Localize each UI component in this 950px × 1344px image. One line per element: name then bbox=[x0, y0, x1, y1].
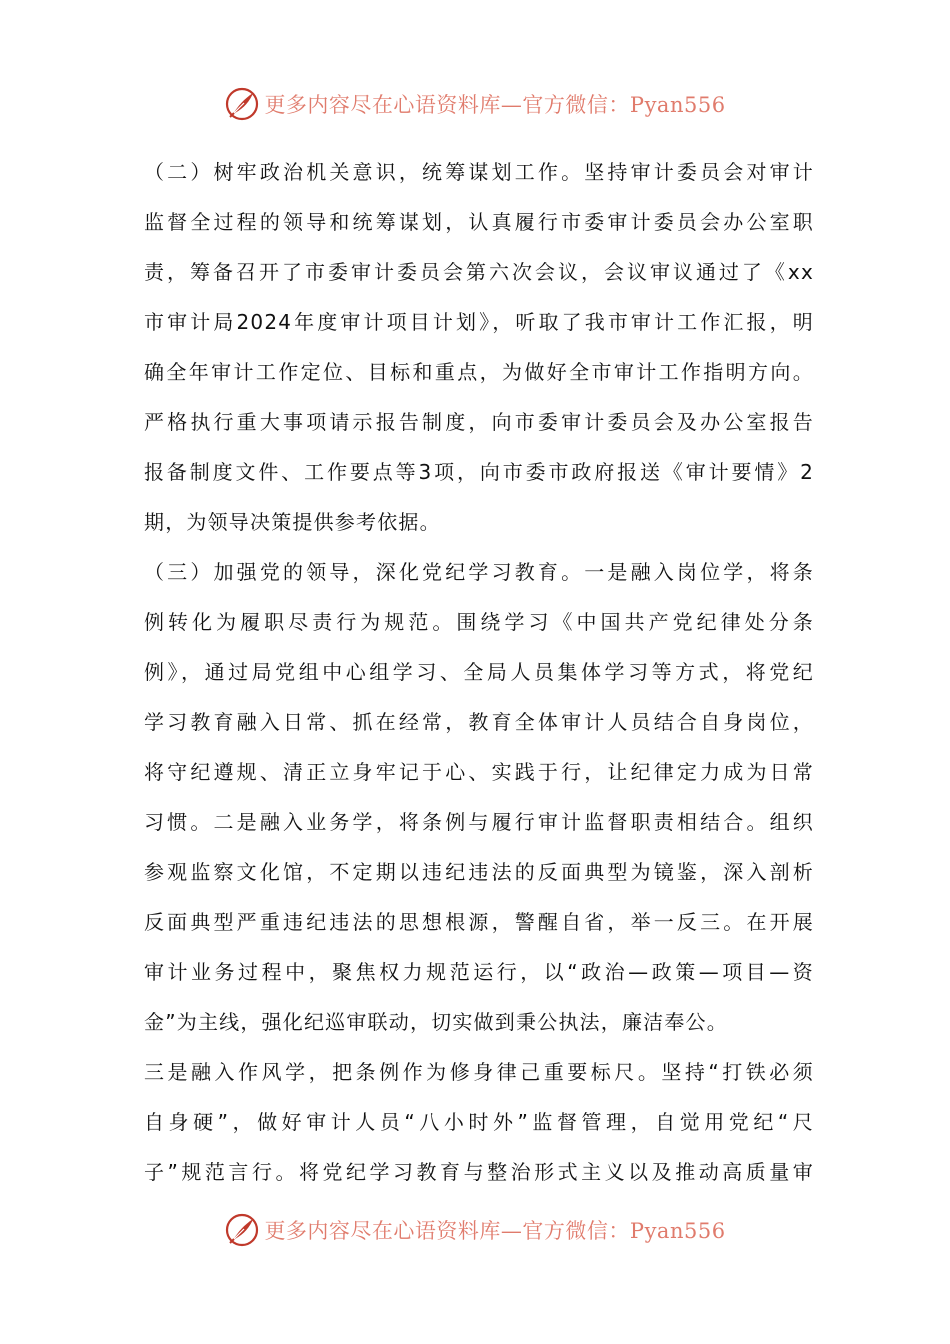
text-line: 金”为主线，强化纪巡审联动，切实做到秉公执法，廉洁奉公。 bbox=[144, 1010, 728, 1034]
text-line: 报备制度文件、工作要点等3项，向市委市政府报送《审计要情》2 bbox=[144, 460, 814, 484]
text-line: 严格执行重大事项请示报告制度，向市委审计委员会及办公室报告 bbox=[144, 410, 814, 434]
feather-pen-logo-icon bbox=[224, 86, 260, 122]
text-line: 期，为领导决策提供参考依据。 bbox=[144, 510, 441, 534]
watermark-text: 更多内容尽在心语资料库—官方微信：Pyan556 bbox=[264, 1219, 726, 1243]
watermark-header bbox=[0, 82, 950, 126]
text-line: 将守纪遵规、清正立身牢记于心、实践于行，让纪律定力成为日常 bbox=[144, 760, 814, 784]
text-line: 习惯。二是融入业务学，将条例与履行审计监督职责相结合。组织 bbox=[144, 810, 814, 834]
text-line: （二）树牢政治机关意识，统筹谋划工作。坚持审计委员会对审计 bbox=[144, 160, 814, 184]
watermark-text: 更多内容尽在心语资料库—官方微信：Pyan556 bbox=[264, 93, 726, 117]
text-line: 审计业务过程中，聚焦权力规范运行，以“政治—政策—项目—资 bbox=[144, 960, 814, 984]
text-line: 子”规范言行。将党纪学习教育与整治形式主义以及推动高质量审 bbox=[144, 1160, 814, 1184]
text-line: 自身硬”，做好审计人员“八小时外”监督管理，自觉用党纪“尺 bbox=[144, 1110, 814, 1134]
text-line: 反面典型严重违纪违法的思想根源，警醒自省，举一反三。在开展 bbox=[144, 910, 814, 934]
text-line: 参观监察文化馆，不定期以违纪违法的反面典型为镜鉴，深入剖析 bbox=[144, 860, 814, 884]
text-line: 确全年审计工作定位、目标和重点，为做好全市审计工作指明方向。 bbox=[144, 360, 814, 384]
text-line: 三是融入作风学，把条例作为修身律己重要标尺。坚持“打铁必须 bbox=[144, 1060, 814, 1084]
text-line: 监督全过程的领导和统筹谋划，认真履行市委审计委员会办公室职 bbox=[144, 210, 814, 234]
text-line: （三）加强党的领导，深化党纪学习教育。一是融入岗位学，将条 bbox=[144, 560, 814, 584]
text-line: 市审计局2024年度审计项目计划》，听取了我市审计工作汇报，明 bbox=[144, 310, 814, 334]
body-text bbox=[144, 147, 814, 1197]
text-line: 例转化为履职尽责行为规范。围绕学习《中国共产党纪律处分条 bbox=[144, 610, 814, 634]
watermark-footer bbox=[0, 1208, 950, 1252]
text-line: 例》，通过局党组中心组学习、全局人员集体学习等方式，将党纪 bbox=[144, 660, 814, 684]
feather-pen-logo-icon bbox=[224, 1212, 260, 1248]
text-line: 学习教育融入日常、抓在经常，教育全体审计人员结合自身岗位， bbox=[144, 710, 814, 734]
text-line: 责，筹备召开了市委审计委员会第六次会议，会议审议通过了《xx bbox=[144, 260, 814, 284]
